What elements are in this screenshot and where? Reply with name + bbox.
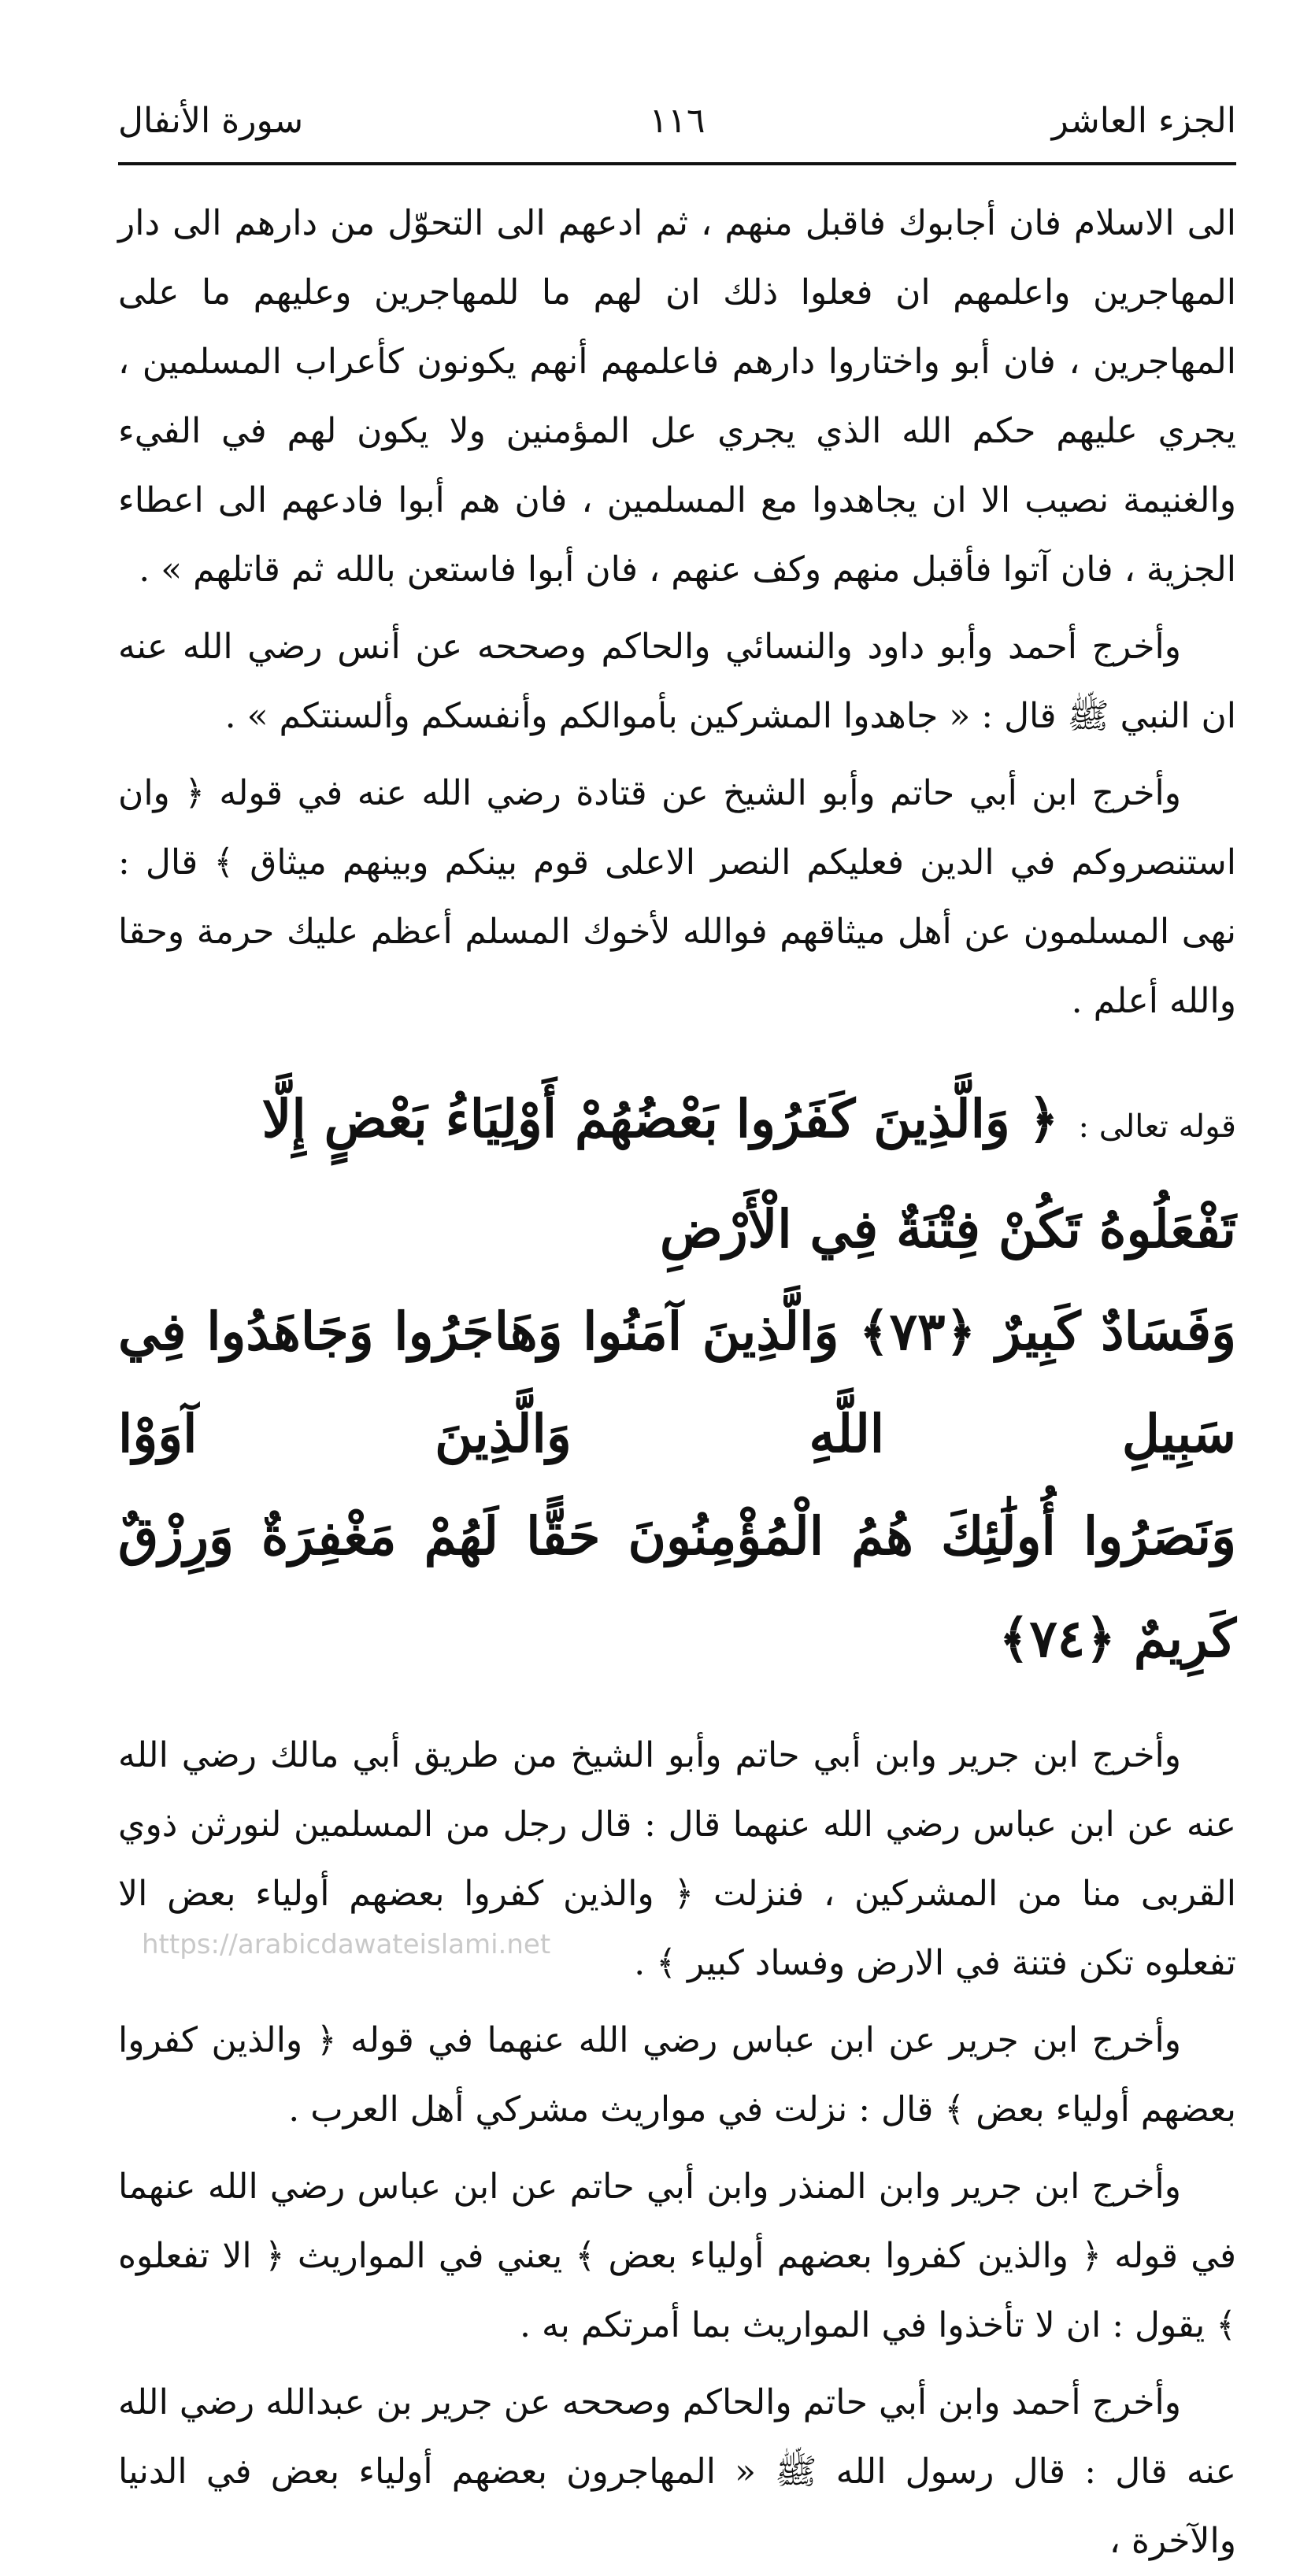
verse-line-2: وَفَسَادٌ كَبِيرٌ ﴿٧٣﴾ وَالَّذِينَ آمَنُوا وَهَاجَرُوا وَجَاهَدُوا فِي سَبِيلِ اللَّهِ وَالَّذِينَ آوَوْا: [118, 1301, 1236, 1464]
verse-line-3: وَنَصَرُوا أُولَٰئِكَ هُمُ الْمُؤْمِنُونَ حَقًّا لَهُمْ مَغْفِرَةٌ وَرِزْقٌ كَرِيمٌ ﴿٧٤﴾: [118, 1505, 1236, 1669]
paragraph-6: وأخرج ابن جرير وابن المنذر وابن أبي حاتم عن ابن عباس رضي الله عنهما في قوله ﴿ والذين كفروا بعضهم أولياء بعض ﴾ يعني في المواريث ﴿ الا تفعلوه ﴾ يقول : ان لا تأخذوا في المواريث بما أمرتكم به .: [118, 2167, 1236, 2345]
paragraph-5: وأخرج ابن جرير عن ابن عباس رضي الله عنهما في قوله ﴿ والذين كفروا بعضهم أولياء بعض ﴾ قال : نزلت في مواريث مشركي أهل العرب .: [118, 2020, 1236, 2130]
page-number: ١١٦: [649, 101, 706, 141]
juz-title: الجزء العاشر: [1051, 101, 1236, 141]
quran-verse-block: [118, 1068, 1236, 1690]
book-page: [118, 87, 1236, 2561]
paragraph-1: الى الاسلام فان أجابوك فاقبل منهم ، ثم ادعهم الى التحوّل من دارهم الى دار المهاجرين واعلمهم ان فعلوا ذلك ان لهم ما للمهاجرين وعليهم ما على المهاجرين ، فان أبو واختاروا دارهم فاعلمهم أنهم يكونون كأعراب المسلمين ، يجري عليهم حكم الله الذي يجري عل المؤمنين ولا يكون لهم في الفيء والغنيمة نصيب الا ان يجاهدوا مع المسلمين ، فان هم أبوا فادعهم الى اعطاء الجزية ، فان آتوا فأقبل منهم وكف عنهم ، فان أبوا فاستعن بالله ثم قاتلهم » .: [118, 203, 1236, 590]
paragraph-7: وأخرج أحمد وابن أبي حاتم والحاكم وصححه عن جرير بن عبدالله رضي الله عنه قال : قال رسول الله ﷺ « المهاجرون بعضهم أولياء بعض في الدنيا والآخرة ،: [118, 2382, 1236, 2561]
verse-label: قوله تعالى :: [1078, 1108, 1236, 1145]
paragraph-4: وأخرج ابن جرير وابن أبي حاتم وأبو الشيخ من طريق أبي مالك رضي الله عنه عن ابن عباس رضي الله عنهما قال : قال رجل من المسلمين لنورثن ذوي القربى منا من المشركين ، فنزلت ﴿ والذين كفروا بعضهم أولياء بعض الا تفعلوه تكن فتنة في الارض وفساد كبير ﴾ .: [118, 1735, 1236, 1983]
watermark-url: https://arabicdawateislami.net: [142, 1929, 551, 1960]
paragraph-2: وأخرج أحمد وأبو داود والنسائي والحاكم وصححه عن أنس رضي الله عنه ان النبي ﷺ قال : « جاهدوا المشركين بأموالكم وأنفسكم وألسنتكم » .: [118, 627, 1236, 736]
page-body: [118, 189, 1236, 2576]
paragraph-3: وأخرج ابن أبي حاتم وأبو الشيخ عن قتادة رضي الله عنه في قوله ﴿ وان استنصروكم في الدين فعليكم النصر الاعلى قوم بينكم وبينهم ميثاق ﴾ قال : نهى المسلمون عن أهل ميثاقهم فوالله لأخوك المسلم أعظم عليك حرمة وحقا والله أعلم .: [118, 773, 1236, 1021]
page-header: [118, 87, 1236, 165]
verse-line-1: ﴿ وَالَّذِينَ كَفَرُوا بَعْضُهُمْ أَوْلِيَاءُ بَعْضٍ إِلَّا تَفْعَلُوهُ تَكُنْ فِتْنَةٌ فِي الْأَرْضِ: [261, 1088, 1236, 1260]
surah-title: سورة الأنفال: [118, 101, 304, 141]
